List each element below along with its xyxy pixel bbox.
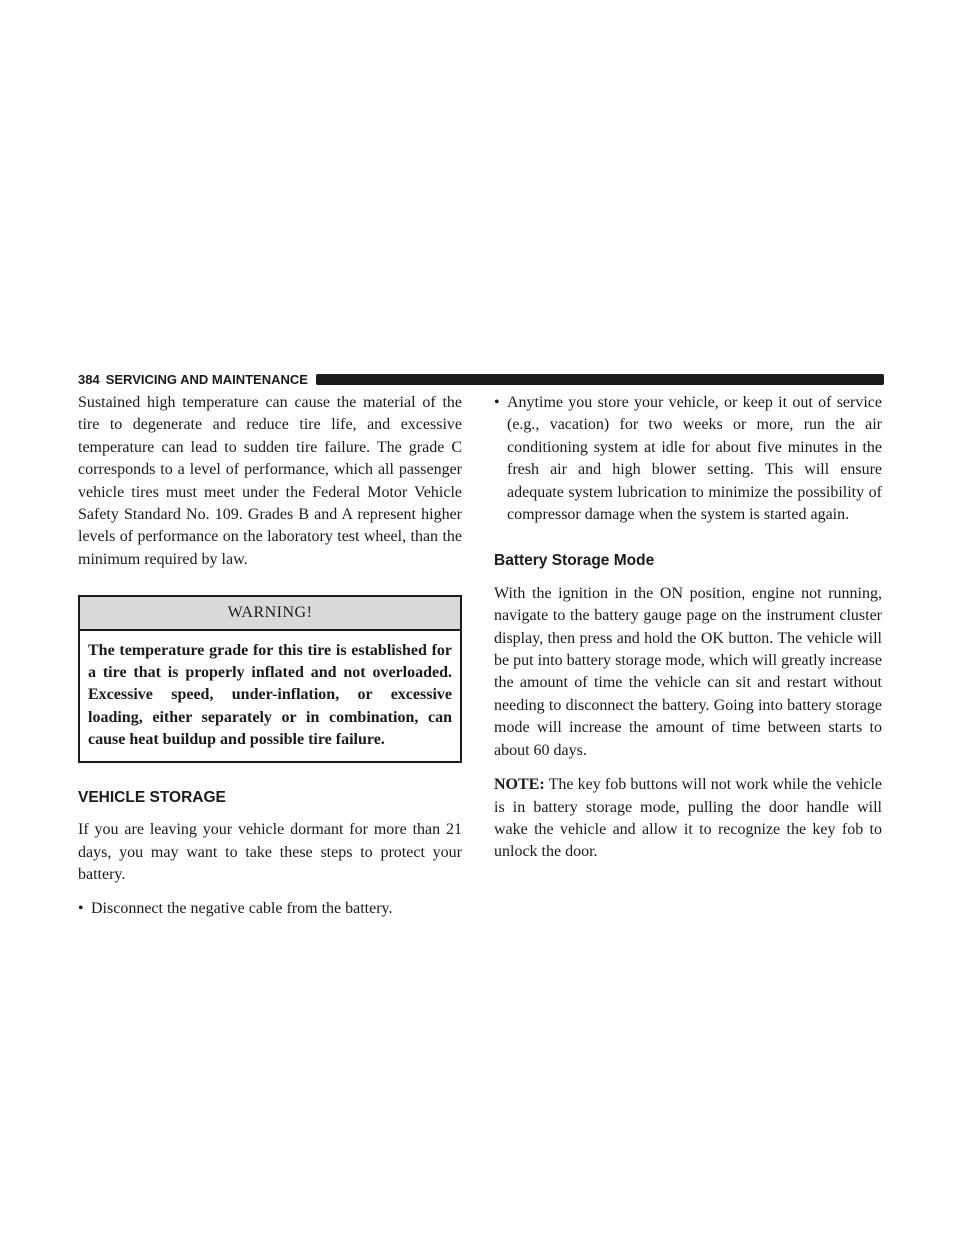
list-item	[494, 392, 882, 526]
vehicle-storage-paragraph: If you are leaving your vehicle dormant for more than 21 days, you may want to take these steps to protect your battery.	[78, 821, 462, 883]
left-column	[78, 392, 462, 933]
tire-temperature-paragraph: Sustained high temperature can cause the material of the tire to degenerate and reduce tire life, and excessive temperature can lead to sudden tire failure. The grade C corresponds to a level of performance, which all passenger vehicle tires must meet under the Federal Motor Vehicle Safety Standard No. 109. Grades B and A represent higher levels of performance on the laboratory test wheel, than the minimum required by law.	[78, 394, 462, 568]
section-title: SERVICING AND MAINTENANCE	[105, 371, 308, 387]
right-column	[494, 392, 882, 876]
warning-box	[78, 595, 462, 762]
battery-storage-paragraph: With the ignition in the ON position, engine not running, navigate to the battery gauge page on the instrument cluster display, then press and hold the OK button. The vehicle will be put into battery storage mode, which will greatly increase the amount of time the vehicle can sit and restart without needing to disconnect the battery. Going into battery storage mode will increase the amount of time between starts to about 60 days.	[494, 584, 882, 759]
list-item-text: Disconnect the negative cable from the battery.	[91, 900, 393, 918]
list-item-text: Anytime you store your vehicle, or keep it out of service (e.g., vacation) for two weeks or more, run the air conditioning system at idle for about five minutes in the fresh air and high blower setting. This will ensure adequate system lubrication to minimize the possibility of compressor damage when the system is started again.	[507, 394, 882, 524]
battery-storage-heading: Battery Storage Mode	[494, 552, 655, 570]
note-paragraph	[494, 774, 882, 864]
note-label: NOTE:	[494, 776, 545, 794]
bullet-icon: •	[78, 900, 84, 918]
warning-text: The temperature grade for this tire is established for a tire that is properly inflated and not overloaded. Excessive speed, under-inflation, or excessive loading, either separately or in combination, can cause heat buildup and possible tire failure.	[88, 641, 452, 749]
warning-title: WARNING!	[80, 597, 460, 630]
bullet-icon: •	[494, 394, 500, 411]
note-text: The key fob buttons will not work while the vehicle is in battery storage mode, pulling the door handle will wake the vehicle and allow it to recognize the key fob to unlock the door.	[494, 776, 882, 861]
page-header	[78, 369, 884, 389]
vehicle-storage-heading: VEHICLE STORAGE	[78, 788, 226, 806]
page-number: 384	[78, 371, 100, 387]
list-item	[78, 898, 462, 920]
header-rule	[316, 374, 884, 385]
